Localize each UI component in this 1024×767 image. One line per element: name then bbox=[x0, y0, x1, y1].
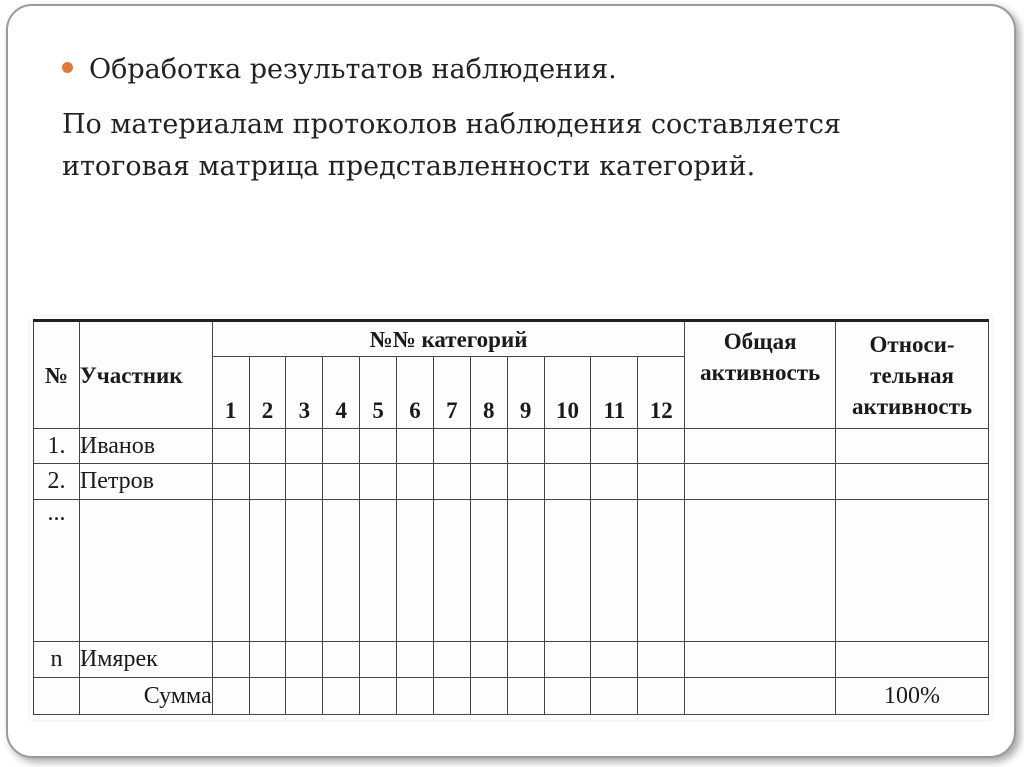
category-number: 5 bbox=[360, 357, 397, 429]
category-matrix-table bbox=[33, 319, 989, 715]
slide-heading-text: Обработка результатов наблюдения. bbox=[89, 54, 617, 85]
sum-row bbox=[34, 678, 989, 715]
category-number: 6 bbox=[397, 357, 434, 429]
row-name bbox=[79, 500, 212, 642]
category-number: 2 bbox=[249, 357, 286, 429]
slide-paragraph: По материалам протоколов наблюдения составляется итоговая матрица представленности категорий. bbox=[62, 109, 841, 182]
row-num: n bbox=[34, 642, 80, 678]
sum-relative-total: 100% bbox=[836, 678, 989, 715]
category-number: 4 bbox=[323, 357, 360, 429]
row-num: 2. bbox=[34, 464, 80, 500]
category-number: 7 bbox=[433, 357, 470, 429]
slide-heading bbox=[62, 54, 617, 85]
table-row bbox=[34, 464, 989, 500]
row-num: ... bbox=[34, 500, 80, 642]
category-number: 3 bbox=[286, 357, 323, 429]
table-row bbox=[34, 642, 989, 678]
row-name: Имярек bbox=[79, 642, 212, 678]
header-num: № bbox=[34, 321, 80, 429]
header-relative-activity: Относи-тельная активность bbox=[836, 321, 989, 429]
table-row bbox=[34, 500, 989, 642]
category-number: 12 bbox=[638, 357, 685, 429]
category-number: 9 bbox=[507, 357, 544, 429]
row-name: Иванов bbox=[79, 429, 212, 464]
row-name: Петров bbox=[79, 464, 212, 500]
category-number: 11 bbox=[591, 357, 638, 429]
category-number: 8 bbox=[470, 357, 507, 429]
matrix-image bbox=[30, 316, 992, 720]
bullet-icon bbox=[62, 62, 73, 73]
header-categories: №№ категорий bbox=[212, 321, 685, 357]
row-num: 1. bbox=[34, 429, 80, 464]
table-row bbox=[34, 429, 989, 464]
category-number: 10 bbox=[544, 357, 591, 429]
sum-label: Сумма bbox=[79, 678, 212, 715]
header-participant: Участник bbox=[79, 321, 212, 429]
header-total-activity: Общая активность bbox=[685, 321, 836, 429]
header-row-1 bbox=[34, 321, 989, 357]
category-number: 1 bbox=[212, 357, 249, 429]
